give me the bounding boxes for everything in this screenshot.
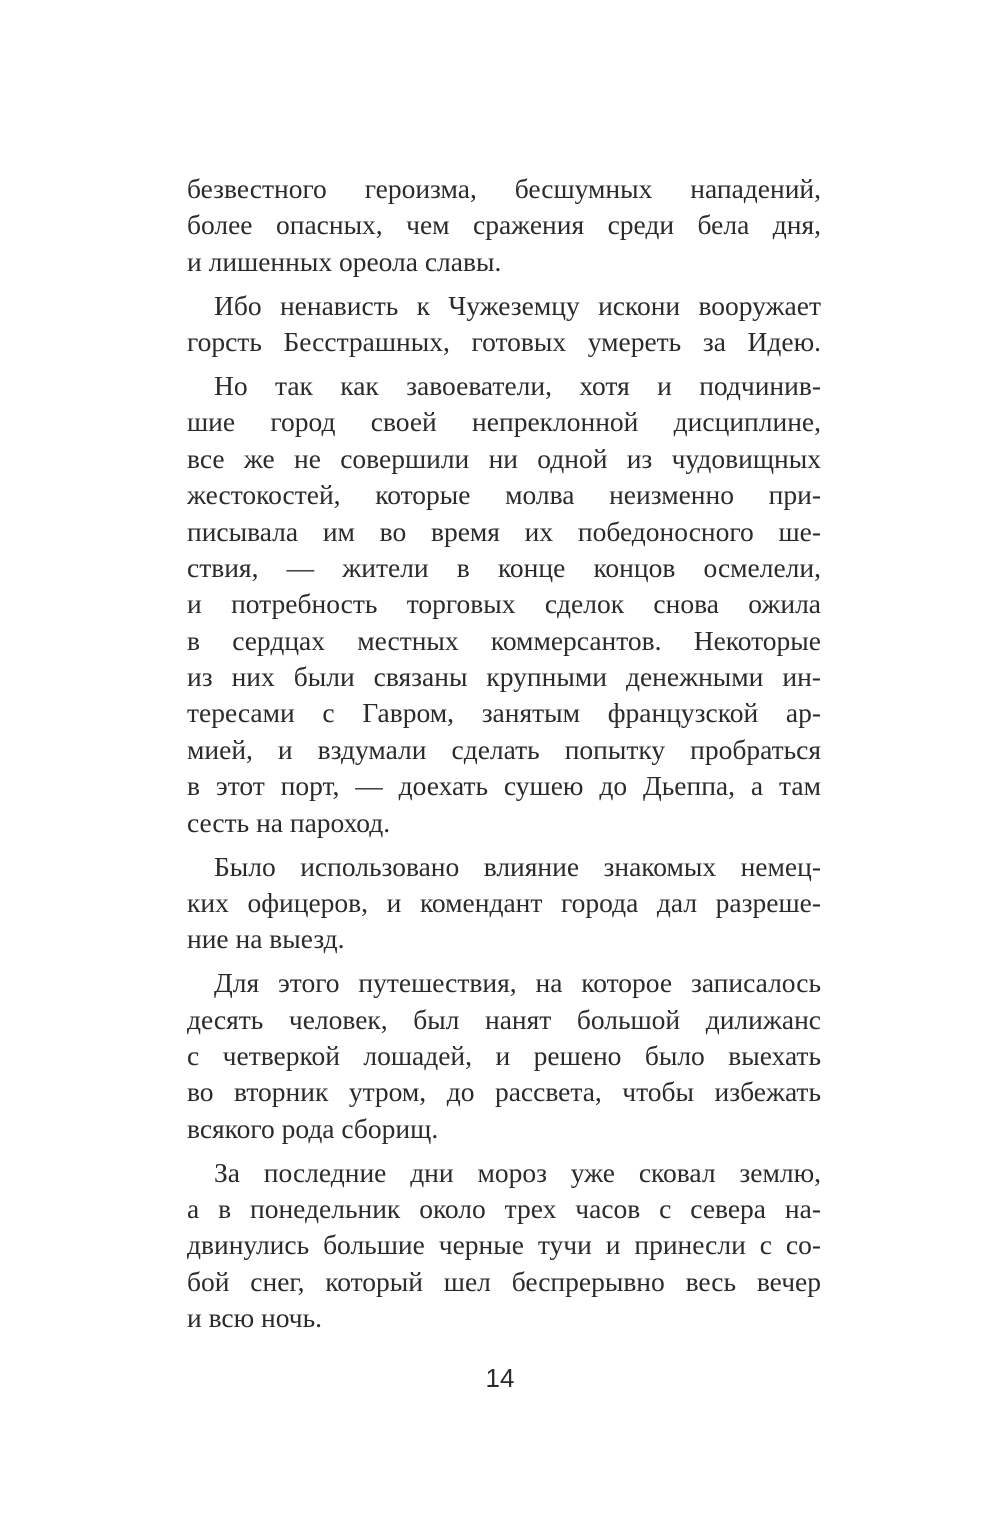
- text-line: бой снег, который шел беспрерывно весь вечер: [187, 1265, 821, 1297]
- text-line: всякого рода сборищ.: [187, 1112, 439, 1144]
- text-line: более опасных, чем сражения среди бела дня,: [187, 209, 821, 241]
- text-line: ние на выезд.: [187, 923, 345, 955]
- text-line: ствия, — жители в конце концов осмелели,: [187, 551, 821, 583]
- paragraph-4: [187, 849, 821, 958]
- text-line: ких офицеров, и комендант города дал разреше-: [187, 886, 821, 918]
- text-line: мией, и вздумали сделать попытку пробраться: [187, 733, 821, 765]
- page-number: 14: [485, 1363, 515, 1393]
- paragraph-1: [187, 171, 821, 280]
- text-line: в сердцах местных коммерсантов. Некоторые: [187, 624, 821, 656]
- text-line: безвестного героизма, бесшумных нападений,: [187, 173, 821, 204]
- text-line: тересами с Гавром, занятым французской ар-: [187, 697, 821, 729]
- text-line: двинулись большие черные тучи и принесли с со-: [187, 1229, 821, 1261]
- text-line: все же не совершили ни одной из чудовищных: [187, 442, 821, 474]
- text-line: писывала им во время их победоносного ше-: [187, 515, 821, 547]
- text-line: во вторник утром, до рассвета, чтобы избежать: [187, 1076, 821, 1108]
- text-line: в этот порт, — доехать сушею до Дьеппа, а там: [187, 770, 821, 802]
- text-line: и лишенных ореола славы.: [187, 245, 502, 277]
- paragraph-6: [187, 1155, 821, 1337]
- text-line: За последние дни мороз уже сковал землю,: [214, 1156, 821, 1188]
- text-line: жестокостей, которые молва неизменно при-: [187, 479, 821, 511]
- text-line: и потребность торговых сделок снова ожила: [187, 588, 821, 620]
- text-line: горсть Бесстрашных, готовых умереть за Идею.: [187, 326, 821, 358]
- paragraph-3: [187, 368, 821, 841]
- paragraph-2: [187, 288, 821, 361]
- text-line: с четверкой лошадей, и решено было выехать: [187, 1039, 821, 1071]
- paragraph-5: [187, 965, 821, 1147]
- text-line: Для этого путешествия, на которое записалось: [214, 967, 821, 999]
- text-line: из них были связаны крупными денежными ин-: [187, 661, 821, 693]
- text-line: а в понедельник около трех часов с севера на-: [187, 1193, 821, 1225]
- text-line: Но так как завоеватели, хотя и подчинив-: [214, 369, 821, 401]
- text-line: десять человек, был нанят большой дилижанс: [187, 1003, 821, 1035]
- text-line: Было использовано влияние знакомых немец-: [214, 850, 821, 882]
- text-line: шие город своей непреклонной дисциплине,: [187, 406, 821, 438]
- text-line: сесть на пароход.: [187, 806, 391, 838]
- text-line: и всю ночь.: [187, 1302, 323, 1334]
- text-line: Ибо ненависть к Чужеземцу искони вооружает: [214, 289, 821, 321]
- body-text: [187, 171, 821, 1337]
